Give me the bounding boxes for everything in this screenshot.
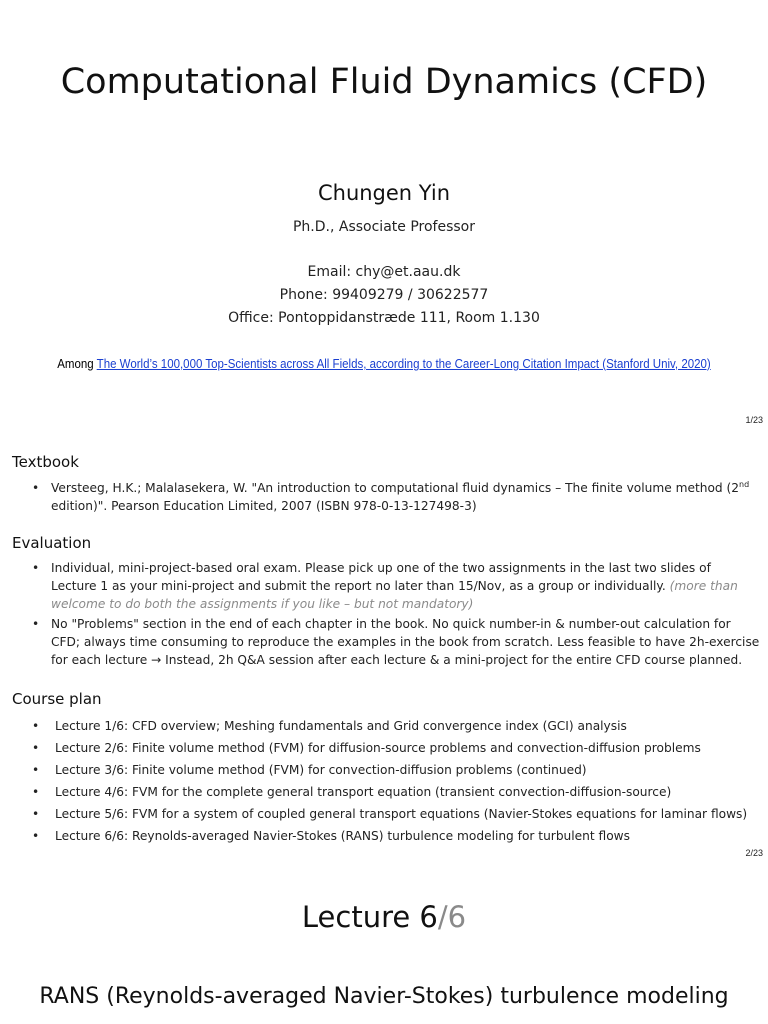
bullet-icon: • <box>32 829 40 843</box>
list-item <box>32 739 760 761</box>
list-item <box>32 827 760 849</box>
course-plan-list <box>32 717 760 849</box>
course-plan-item: Lecture 2/6: Finite volume method (FVM) for diffusion-source problems and convection-diffusion problems <box>55 741 701 755</box>
author-position: Ph.D., Associate Professor <box>292 219 475 235</box>
author-office: Office: Pontoppidanstræde 111, Room 1.130 <box>228 310 540 326</box>
bullet-icon: • <box>32 741 40 755</box>
course-title: Computational Fluid Dynamics (CFD) <box>60 62 708 102</box>
list-item <box>32 559 760 613</box>
lecture-number <box>0 900 768 934</box>
list-item <box>32 717 760 739</box>
textbook-heading: Textbook <box>12 453 79 471</box>
course-plan-item: Lecture 6/6: Reynolds-averaged Navier-Stokes (RANS) turbulence modeling for turbulent flows <box>55 829 630 843</box>
list-item <box>32 615 760 669</box>
ranking-prefix: Among <box>57 357 97 371</box>
textbook-reference: Versteeg, H.K.; Malalasekera, W. "An introduction to computational fluid dynamics – The finite volume method (2 <box>51 481 740 495</box>
evaluation-note: (more than welcome to do both the assignments if you like – but not mandatory) <box>51 579 738 611</box>
list-item <box>32 783 760 805</box>
lecture-label: Lecture 6 <box>301 900 438 934</box>
page-number-2: 2/23 <box>745 848 763 858</box>
course-plan-item: Lecture 1/6: CFD overview; Meshing fundamentals and Grid convergence index (GCI) analysis <box>55 719 627 733</box>
evaluation-text-1: Individual, mini-project-based oral exam. Please pick up one of the two assignments in the last two slides of Lecture 1 as your mini-project and submit the report no later than 15/Nov, as a group or individually. <box>51 561 711 593</box>
ranking-line <box>31 357 738 371</box>
bullet-icon: • <box>32 719 40 733</box>
bullet-icon: • <box>32 763 40 777</box>
bullet-icon: • <box>32 481 40 495</box>
lecture-total: /6 <box>437 900 467 934</box>
page-number-1: 1/23 <box>745 415 763 425</box>
author-name: Chungen Yin <box>317 181 451 205</box>
list-item <box>32 805 760 827</box>
course-plan-item: Lecture 3/6: Finite volume method (FVM) for convection-diffusion problems (continued) <box>55 763 587 777</box>
author-email: Email: chy@et.aau.dk <box>307 264 461 280</box>
bullet-icon: • <box>32 785 40 799</box>
bullet-icon: • <box>32 617 40 631</box>
list-item <box>32 479 760 515</box>
ranking-link[interactable]: The World’s 100,000 Top-Scientists across All Fields, according to the Career-Long Citation Impact (Stanford Univ, 2020) <box>96 357 711 371</box>
lecture-subtitle: RANS (Reynolds-averaged Navier-Stokes) turbulence modeling <box>39 984 729 1009</box>
textbook-list <box>32 479 760 517</box>
list-item <box>32 761 760 783</box>
bullet-icon: • <box>32 807 40 821</box>
textbook-edition-sup: nd <box>739 480 750 489</box>
evaluation-heading: Evaluation <box>12 534 92 552</box>
bullet-icon: • <box>32 561 40 575</box>
evaluation-text-2: No "Problems" section in the end of each chapter in the book. No quick number-in & number-out calculation for CFD; always time consuming to reproduce the examples in the book from scratch. Less feasible to have 2h-exercise for each lecture → Instead, 2h Q&A session after each lecture & a mini-project for the entire CFD course planned. <box>51 617 760 667</box>
author-phone: Phone: 99409279 / 30622577 <box>279 287 489 303</box>
course-plan-item: Lecture 4/6: FVM for the complete general transport equation (transient convection-diffusion-source) <box>55 785 672 799</box>
textbook-reference-cont: edition)". Pearson Education Limited, 2007 (ISBN 978-0-13-127498-3) <box>51 499 477 513</box>
course-plan-item: Lecture 5/6: FVM for a system of coupled general transport equations (Navier-Stokes equations for laminar flows) <box>55 807 748 821</box>
course-plan-heading: Course plan <box>12 690 102 708</box>
evaluation-list <box>32 559 760 671</box>
